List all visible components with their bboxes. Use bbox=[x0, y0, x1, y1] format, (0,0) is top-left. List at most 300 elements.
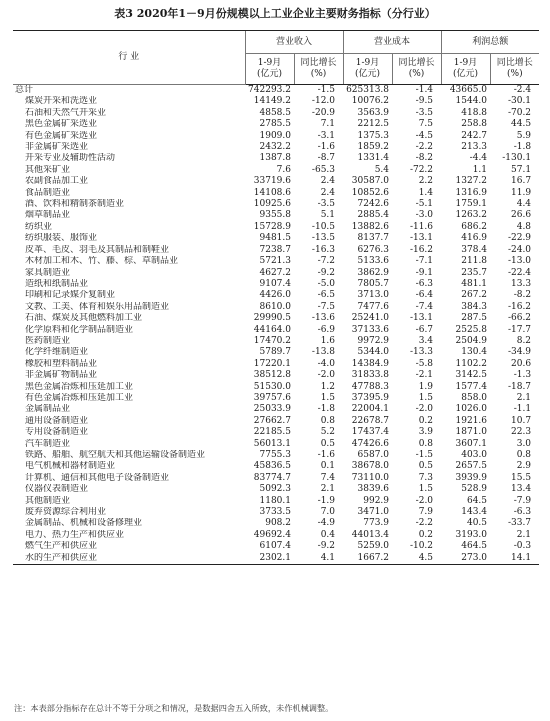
profit-value: 686.2 bbox=[461, 221, 488, 232]
cost-growth: -2.2 bbox=[415, 142, 434, 153]
profit-value: 416.9 bbox=[461, 233, 488, 244]
cost-growth: -11.6 bbox=[409, 221, 434, 232]
revenue-value: 8610.0 bbox=[259, 301, 291, 312]
cost-growth: -6.4 bbox=[415, 290, 434, 301]
industry-name: 计算机、通信和其他电子设备制造业 bbox=[25, 472, 170, 483]
revenue-growth: -13.6 bbox=[311, 313, 336, 324]
revenue-growth: 2.1 bbox=[320, 484, 336, 495]
table-row bbox=[13, 222, 539, 233]
profit-growth: 26.6 bbox=[511, 210, 532, 221]
profit-value: 3193.0 bbox=[455, 529, 488, 540]
cost-value: 13882.6 bbox=[351, 221, 390, 232]
revenue-value: 5789.7 bbox=[259, 347, 291, 358]
revenue-growth: -3.1 bbox=[317, 130, 336, 141]
industry-name: 其他采矿业 bbox=[25, 164, 71, 175]
cost-growth: 1.9 bbox=[418, 381, 434, 392]
industry-name: 医药制造业 bbox=[25, 335, 71, 346]
cost-value: 7242.6 bbox=[357, 199, 390, 210]
revenue-value: 4426.0 bbox=[259, 290, 291, 301]
cost-growth: 7.5 bbox=[418, 119, 434, 130]
cost-value: 2885.4 bbox=[357, 210, 390, 221]
table-row bbox=[13, 507, 539, 518]
cost-value: 38678.0 bbox=[351, 461, 390, 472]
profit-growth: -2.4 bbox=[513, 85, 532, 95]
cost-value: 22004.1 bbox=[351, 404, 390, 415]
profit-value: 481.1 bbox=[461, 278, 488, 289]
revenue-growth: -20.9 bbox=[311, 107, 336, 118]
revenue-value: 6107.4 bbox=[259, 541, 291, 552]
revenue-growth: 7.0 bbox=[320, 507, 336, 518]
cost-growth: 1.4 bbox=[418, 187, 434, 198]
cost-value: 1859.2 bbox=[357, 142, 390, 153]
revenue-growth: -4.0 bbox=[317, 358, 336, 369]
revenue-value: 39757.6 bbox=[253, 392, 291, 403]
table-row bbox=[13, 313, 539, 324]
cost-value: 1331.4 bbox=[357, 153, 390, 164]
revenue-growth: 7.4 bbox=[320, 472, 336, 483]
profit-value: 2657.5 bbox=[455, 461, 488, 472]
revenue-value: 1180.1 bbox=[259, 495, 291, 506]
revenue-growth: -1.8 bbox=[317, 404, 336, 415]
profit-growth: -34.9 bbox=[507, 347, 532, 358]
revenue-growth: -7.5 bbox=[317, 301, 336, 312]
table-row bbox=[13, 153, 539, 164]
industry-name: 水的生产和供应业 bbox=[13, 553, 245, 565]
profit-value: 528.9 bbox=[461, 484, 488, 495]
cost-growth: -2.0 bbox=[415, 495, 434, 506]
profit-growth: -7.9 bbox=[513, 495, 532, 506]
profit-growth: 20.6 bbox=[511, 358, 532, 369]
revenue-growth: -9.2 bbox=[317, 267, 336, 278]
cost-value: 3713.0 bbox=[357, 290, 390, 301]
header-cost-period: 1-9月 (亿元) bbox=[343, 54, 392, 85]
profit-growth: 15.5 bbox=[511, 472, 532, 483]
table-row bbox=[13, 96, 539, 107]
table-row bbox=[13, 290, 539, 301]
revenue-value: 908.2 bbox=[265, 518, 291, 529]
industry-name: 燃气生产和供应业 bbox=[25, 541, 98, 552]
table-row bbox=[13, 279, 539, 290]
industry-name: 汽车制造业 bbox=[25, 438, 71, 449]
profit-growth: 10.7 bbox=[511, 415, 532, 426]
industry-name: 有色金属矿采选业 bbox=[25, 130, 98, 141]
cost-growth: -1.5 bbox=[415, 450, 434, 460]
profit-growth: -0.3 bbox=[513, 541, 532, 552]
footnote: 注：本表部分指标存在总计不等于分项之和情况，是数据四舍五入所致，未作机械调整。 bbox=[14, 703, 334, 713]
profit-growth: 57.1 bbox=[511, 164, 532, 175]
industry-name: 家具制造业 bbox=[25, 267, 71, 278]
table-row bbox=[13, 530, 539, 541]
profit-growth: -17.7 bbox=[507, 324, 532, 335]
cost-growth: 3.4 bbox=[418, 335, 434, 346]
cost-value: 5.4 bbox=[374, 164, 390, 175]
industry-name: 纺织业 bbox=[25, 221, 53, 232]
cost-value: 37395.9 bbox=[351, 392, 390, 403]
profit-value: 384.3 bbox=[461, 301, 488, 312]
profit-growth: -22.9 bbox=[507, 233, 532, 244]
profit-growth: 3.0 bbox=[516, 438, 532, 449]
revenue-growth: -13.5 bbox=[311, 233, 336, 244]
cost-growth: 0.2 bbox=[418, 415, 434, 426]
revenue-value: 17220.1 bbox=[253, 358, 291, 369]
cost-growth: 1.5 bbox=[418, 392, 434, 403]
revenue-value: 5092.3 bbox=[259, 484, 291, 495]
industry-name: 石油、煤炭及其他燃料加工业 bbox=[25, 313, 143, 324]
profit-value: 1577.4 bbox=[455, 381, 488, 392]
table-row bbox=[13, 461, 539, 472]
cost-growth: -7.1 bbox=[415, 256, 434, 267]
revenue-value: 51530.0 bbox=[253, 381, 291, 392]
industry-name: 有色金属冶炼和压延加工业 bbox=[25, 392, 134, 403]
table-title: 表3 2020年1－9月份规模以上工业企业主要财务指标（分行业） bbox=[114, 7, 436, 20]
revenue-value: 10925.6 bbox=[253, 199, 291, 210]
profit-value: 3607.1 bbox=[455, 438, 488, 449]
cost-value: 992.9 bbox=[363, 495, 390, 506]
revenue-growth: 5.1 bbox=[320, 210, 336, 221]
revenue-growth: -4.9 bbox=[317, 518, 336, 529]
cost-growth: -72.2 bbox=[409, 164, 434, 175]
revenue-value: 27662.7 bbox=[253, 415, 291, 426]
industry-name: 通用设备制造业 bbox=[25, 415, 89, 426]
revenue-growth: -5.0 bbox=[317, 278, 336, 289]
profit-growth: 13.4 bbox=[511, 484, 532, 495]
revenue-growth: -65.3 bbox=[311, 164, 336, 175]
profit-growth: 8.2 bbox=[516, 335, 532, 346]
cost-growth: 7.3 bbox=[418, 472, 434, 483]
industry-name: 农副食品加工业 bbox=[25, 176, 89, 187]
industry-name: 纺织服装、服饰业 bbox=[25, 233, 98, 244]
cost-value: 14384.9 bbox=[351, 358, 390, 369]
revenue-value: 49692.4 bbox=[253, 529, 291, 540]
table-row bbox=[13, 473, 539, 484]
profit-growth: -13.0 bbox=[507, 256, 532, 267]
revenue-growth: 0.8 bbox=[320, 415, 336, 426]
header-profit-period: 1-9月 (亿元) bbox=[441, 54, 490, 85]
profit-growth: 44.5 bbox=[511, 119, 532, 130]
revenue-value: 7238.7 bbox=[259, 244, 291, 255]
profit-value: 418.8 bbox=[461, 107, 488, 118]
cost-value: 44013.4 bbox=[351, 529, 390, 540]
table-row bbox=[13, 370, 539, 381]
revenue-value: 38512.8 bbox=[253, 370, 291, 381]
profit-value: 287.5 bbox=[461, 313, 488, 324]
industry-name: 煤炭开采和洗选业 bbox=[25, 96, 98, 107]
profit-growth: -18.7 bbox=[507, 381, 532, 392]
industry-name: 皮革、毛皮、羽毛及其制品和制鞋业 bbox=[25, 244, 170, 255]
profit-growth: -8.2 bbox=[513, 290, 532, 301]
profit-growth: -1.3 bbox=[513, 370, 532, 381]
revenue-growth: -2.0 bbox=[317, 370, 336, 381]
profit-value: 3142.5 bbox=[455, 370, 488, 381]
revenue-value: 17470.2 bbox=[253, 335, 291, 346]
table-row bbox=[13, 553, 539, 565]
table-row bbox=[13, 404, 539, 415]
cost-value: 10852.6 bbox=[351, 187, 390, 198]
profit-value: 1871.0 bbox=[455, 427, 488, 438]
industry-name: 铁路、船舶、航空航天和其他运输设备制造业 bbox=[25, 450, 206, 460]
revenue-value: 15728.9 bbox=[253, 221, 291, 232]
revenue-growth: 0.4 bbox=[320, 529, 336, 540]
table-row bbox=[13, 131, 539, 142]
revenue-growth: 0.1 bbox=[320, 461, 336, 472]
revenue-growth: 2.4 bbox=[320, 187, 336, 198]
profit-value: 43665.0 bbox=[449, 85, 488, 95]
header-revenue-yoy: 同比增长 (%) bbox=[294, 54, 343, 85]
revenue-growth: -1.6 bbox=[317, 450, 336, 460]
industry-name: 总计 bbox=[15, 85, 34, 95]
cost-growth: -2.0 bbox=[415, 404, 434, 415]
profit-growth: 4.4 bbox=[516, 199, 532, 210]
table-row bbox=[13, 427, 539, 438]
cost-value: 47788.3 bbox=[351, 381, 390, 392]
profit-growth: 2.1 bbox=[516, 529, 532, 540]
table-row bbox=[13, 85, 539, 97]
profit-value: 40.5 bbox=[466, 518, 488, 529]
industry-name: 其他制造业 bbox=[25, 495, 71, 506]
industry-name: 金属制品、机械和设备修理业 bbox=[25, 518, 143, 529]
profit-value: 378.4 bbox=[461, 244, 488, 255]
cost-value: 10076.2 bbox=[351, 96, 390, 107]
industry-name: 化学原料和化学制品制造业 bbox=[25, 324, 134, 335]
cost-growth: -1.4 bbox=[415, 85, 434, 95]
cost-value: 3471.0 bbox=[357, 507, 390, 518]
profit-growth: -66.2 bbox=[507, 313, 532, 324]
profit-growth: 5.9 bbox=[516, 130, 532, 141]
profit-value: 1.1 bbox=[472, 164, 488, 175]
header-profit: 利润总额 bbox=[441, 31, 539, 54]
header-profit-yoy: 同比增长 (%) bbox=[490, 54, 539, 85]
revenue-growth: -8.7 bbox=[317, 153, 336, 164]
profit-growth: -130.1 bbox=[502, 153, 532, 164]
profit-growth: -70.2 bbox=[507, 107, 532, 118]
table-row bbox=[13, 325, 539, 336]
cost-growth: -5.8 bbox=[415, 358, 434, 369]
table-row bbox=[13, 119, 539, 130]
cost-value: 47426.6 bbox=[351, 438, 390, 449]
profit-value: 1026.0 bbox=[455, 404, 488, 415]
revenue-growth: -1.6 bbox=[317, 142, 336, 153]
cost-growth: -9.1 bbox=[415, 267, 434, 278]
cost-value: 3862.9 bbox=[357, 267, 390, 278]
cost-growth: -2.1 bbox=[415, 370, 434, 381]
table-row bbox=[13, 393, 539, 404]
table-row bbox=[13, 256, 539, 267]
cost-value: 3839.6 bbox=[357, 484, 390, 495]
revenue-growth: -13.8 bbox=[311, 347, 336, 358]
industry-name: 造纸和纸制品业 bbox=[25, 278, 89, 289]
cost-growth: -4.5 bbox=[415, 130, 434, 141]
industry-name: 专用设备制造业 bbox=[25, 427, 89, 438]
revenue-value: 56013.1 bbox=[253, 438, 291, 449]
industry-name: 废弃资源综合利用业 bbox=[25, 507, 107, 518]
profit-growth: 22.3 bbox=[511, 427, 532, 438]
revenue-value: 29990.5 bbox=[253, 313, 291, 324]
industry-name: 木材加工和木、竹、藤、棕、草制品业 bbox=[25, 256, 179, 267]
profit-value: 242.7 bbox=[461, 130, 488, 141]
profit-value: 1759.1 bbox=[455, 199, 488, 210]
cost-value: 1667.2 bbox=[343, 553, 392, 565]
cost-growth: -10.2 bbox=[409, 541, 434, 552]
revenue-value: 9107.4 bbox=[259, 278, 291, 289]
profit-value: 464.5 bbox=[461, 541, 488, 552]
profit-value: 1263.2 bbox=[455, 210, 488, 221]
cost-growth: 2.2 bbox=[418, 176, 434, 187]
table-row bbox=[13, 188, 539, 199]
revenue-value: 4858.5 bbox=[259, 107, 291, 118]
industry-name: 酒、饮料和精制茶制造业 bbox=[25, 199, 125, 210]
profit-value: 213.3 bbox=[461, 142, 488, 153]
cost-value: 73110.0 bbox=[351, 472, 390, 483]
table-row bbox=[13, 541, 539, 552]
table-row bbox=[13, 233, 539, 244]
cost-value: 5259.0 bbox=[357, 541, 390, 552]
cost-value: 17437.4 bbox=[351, 427, 390, 438]
cost-value: 3563.9 bbox=[357, 107, 390, 118]
revenue-value: 2302.1 bbox=[245, 553, 294, 565]
industry-name: 非金属矿采选业 bbox=[25, 142, 89, 153]
revenue-value: 4627.2 bbox=[259, 267, 291, 278]
financial-indicators-table bbox=[13, 30, 539, 565]
revenue-growth: 7.1 bbox=[320, 119, 336, 130]
industry-name: 仪器仪表制造业 bbox=[25, 484, 89, 495]
revenue-value: 22185.5 bbox=[253, 427, 291, 438]
profit-value: 3939.9 bbox=[455, 472, 488, 483]
industry-name: 食品制造业 bbox=[25, 187, 71, 198]
cost-growth: -13.3 bbox=[409, 347, 434, 358]
table-row bbox=[13, 176, 539, 187]
cost-value: 6276.3 bbox=[357, 244, 390, 255]
revenue-growth: 1.5 bbox=[320, 392, 336, 403]
cost-growth: -5.1 bbox=[415, 199, 434, 210]
table-row bbox=[13, 347, 539, 358]
cost-value: 22678.7 bbox=[351, 415, 390, 426]
revenue-growth: 5.2 bbox=[320, 427, 336, 438]
cost-growth: 0.8 bbox=[418, 438, 434, 449]
table-body bbox=[13, 85, 539, 565]
revenue-value: 5721.3 bbox=[259, 256, 291, 267]
table-row bbox=[13, 484, 539, 495]
profit-value: 143.4 bbox=[461, 507, 488, 518]
cost-value: 31833.8 bbox=[351, 370, 390, 381]
revenue-growth: 1.2 bbox=[320, 381, 336, 392]
revenue-growth: -7.2 bbox=[317, 256, 336, 267]
header-revenue: 营业收入 bbox=[245, 31, 343, 54]
revenue-value: 25033.9 bbox=[253, 404, 291, 415]
table-row bbox=[13, 518, 539, 529]
cost-value: 6587.0 bbox=[357, 450, 390, 460]
cost-growth: -13.1 bbox=[409, 313, 434, 324]
revenue-value: 33719.6 bbox=[253, 176, 291, 187]
cost-value: 2212.5 bbox=[357, 119, 390, 130]
revenue-value: 14149.2 bbox=[253, 96, 291, 107]
cost-value: 5344.0 bbox=[357, 347, 390, 358]
header-row-groups bbox=[13, 31, 539, 54]
revenue-growth: -6.5 bbox=[317, 290, 336, 301]
cost-growth: 4.5 bbox=[392, 553, 441, 565]
profit-growth: 16.7 bbox=[511, 176, 532, 187]
profit-value: -4.4 bbox=[469, 153, 488, 164]
revenue-growth: -10.5 bbox=[311, 221, 336, 232]
revenue-value: 1909.0 bbox=[259, 130, 291, 141]
cost-growth: -3.0 bbox=[415, 210, 434, 221]
cost-growth: -6.7 bbox=[415, 324, 434, 335]
table-row bbox=[13, 165, 539, 176]
industry-name: 黑色金属冶炼和压延加工业 bbox=[25, 381, 134, 392]
profit-value: 1327.2 bbox=[455, 176, 488, 187]
revenue-value: 14108.6 bbox=[253, 187, 291, 198]
table-row bbox=[13, 142, 539, 153]
cost-value: 773.9 bbox=[363, 518, 390, 529]
header-revenue-period: 1-9月 (亿元) bbox=[245, 54, 294, 85]
cost-value: 25241.0 bbox=[351, 313, 390, 324]
cost-growth: -16.2 bbox=[409, 244, 434, 255]
profit-growth: -1.1 bbox=[513, 404, 532, 415]
revenue-value: 9481.5 bbox=[259, 233, 291, 244]
revenue-value: 1387.8 bbox=[259, 153, 291, 164]
cost-value: 7477.6 bbox=[357, 301, 390, 312]
table-row bbox=[13, 210, 539, 221]
table-row bbox=[13, 450, 539, 461]
revenue-value: 2432.2 bbox=[259, 142, 291, 153]
cost-growth: -8.2 bbox=[415, 153, 434, 164]
industry-name: 金属制品业 bbox=[25, 404, 71, 415]
cost-growth: 0.5 bbox=[418, 461, 434, 472]
profit-growth: -16.2 bbox=[507, 301, 532, 312]
table-row bbox=[13, 199, 539, 210]
industry-name: 黑色金属矿采选业 bbox=[25, 119, 98, 130]
revenue-value: 742293.2 bbox=[248, 85, 291, 95]
profit-value: 1921.6 bbox=[455, 415, 488, 426]
profit-growth: 0.8 bbox=[516, 450, 532, 460]
revenue-growth: -3.5 bbox=[317, 199, 336, 210]
profit-value: 267.2 bbox=[461, 290, 488, 301]
cost-growth: -3.5 bbox=[415, 107, 434, 118]
cost-value: 625313.8 bbox=[346, 85, 390, 95]
industry-name: 非金属矿物制品业 bbox=[25, 370, 98, 381]
cost-growth: -7.4 bbox=[415, 301, 434, 312]
header-cost-yoy: 同比增长 (%) bbox=[392, 54, 441, 85]
cost-growth: 0.2 bbox=[418, 529, 434, 540]
revenue-value: 44164.0 bbox=[253, 324, 291, 335]
industry-name: 石油和天然气开采业 bbox=[25, 107, 107, 118]
profit-value: 130.4 bbox=[461, 347, 488, 358]
table-row bbox=[13, 416, 539, 427]
table-row bbox=[13, 245, 539, 256]
revenue-growth: -1.9 bbox=[317, 495, 336, 506]
profit-growth: -1.8 bbox=[513, 142, 532, 153]
industry-name: 橡胶和塑料制品业 bbox=[25, 358, 98, 369]
profit-growth: 13.3 bbox=[511, 278, 532, 289]
revenue-growth: -9.2 bbox=[317, 541, 336, 552]
revenue-value: 3733.5 bbox=[259, 507, 291, 518]
profit-value: 1544.0 bbox=[455, 96, 488, 107]
revenue-growth: 4.1 bbox=[294, 553, 343, 565]
industry-name: 电气机械和器材制造业 bbox=[25, 461, 116, 472]
revenue-value: 7755.3 bbox=[259, 450, 291, 460]
profit-growth: -6.3 bbox=[513, 507, 532, 518]
cost-growth: -2.2 bbox=[415, 518, 434, 529]
industry-name: 开采专业及辅助性活动 bbox=[25, 153, 116, 164]
revenue-growth: 2.4 bbox=[320, 176, 336, 187]
revenue-growth: -16.3 bbox=[311, 244, 336, 255]
revenue-value: 9355.8 bbox=[259, 210, 291, 221]
profit-growth: -24.0 bbox=[507, 244, 532, 255]
profit-value: 1102.2 bbox=[455, 358, 488, 369]
profit-growth: 2.9 bbox=[516, 461, 532, 472]
revenue-value: 45836.5 bbox=[253, 461, 291, 472]
cost-growth: -6.3 bbox=[415, 278, 434, 289]
cost-value: 1375.3 bbox=[357, 130, 390, 141]
